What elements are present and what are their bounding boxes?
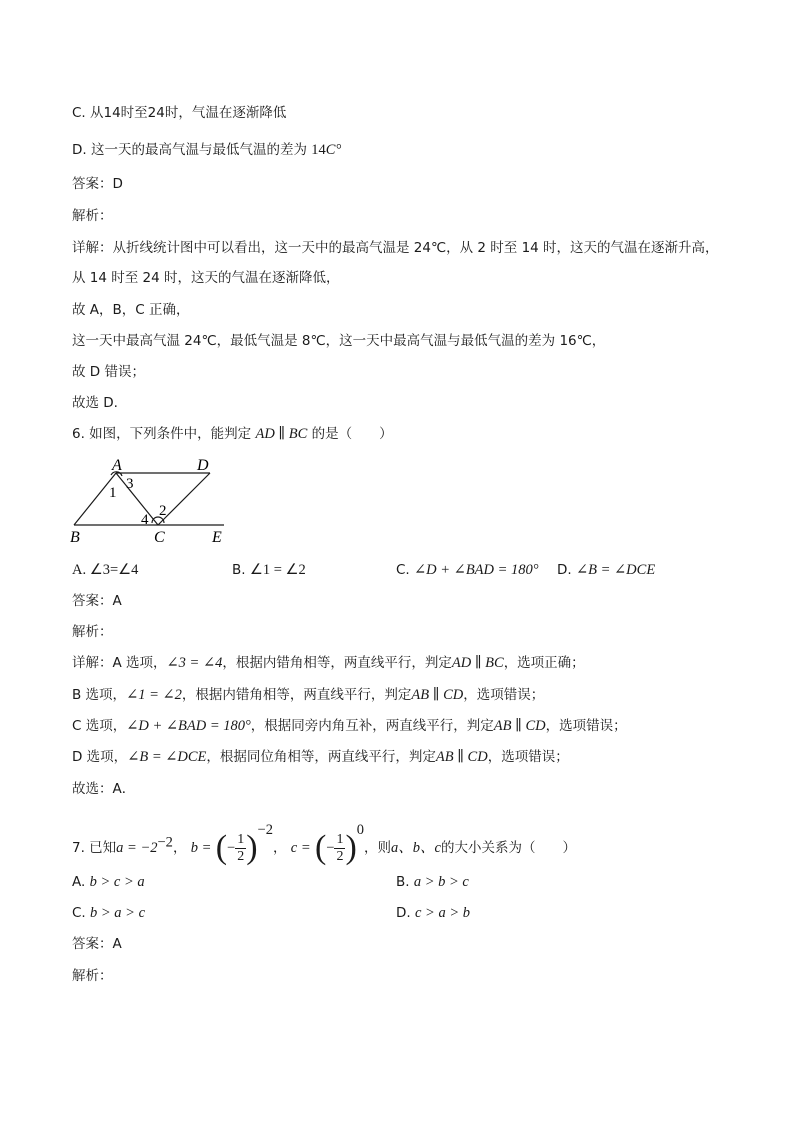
- q5-detail-line-2: 从 14 时至 24 时，这天的气温在逐渐降低，: [72, 270, 340, 286]
- q7-answer: 答案：A: [72, 936, 122, 952]
- q7-analysis-label: 解析：: [72, 968, 113, 984]
- q6-stem: 6. 如图，下列条件中，能判定 AD ∥ BC 的是（ ）: [72, 426, 393, 442]
- q5-choose: 故选 D.: [72, 395, 118, 411]
- label-b: B: [70, 529, 80, 546]
- q7-option-a: A. b > c > a: [72, 874, 145, 890]
- label-angle-3: 3: [126, 476, 134, 492]
- q5-detail-line-1: 详解：从折线统计图中可以看出，这一天中的最高气温是 24℃，从 2 时至 14 时，这天的气温在逐渐升高，: [72, 240, 719, 256]
- q5-answer: 答案：D: [72, 176, 123, 192]
- label-e: E: [212, 529, 222, 546]
- q5-option-c: C. 从14时至24时，气温在逐渐降低: [72, 105, 287, 121]
- q5-option-d: D. 这一天的最高气温与最低气温的差为 14C°: [72, 142, 342, 158]
- q6-analysis-label: 解析：: [72, 624, 113, 640]
- q6-detail-d: D 选项，∠B = ∠DCE，根据同位角相等，两直线平行，判定AB ∥ CD，选项错误；: [72, 749, 569, 765]
- q6-geometry-figure: [66, 453, 236, 547]
- label-c: C: [154, 529, 165, 546]
- q6-option-a: A. ∠3=∠4: [72, 562, 139, 578]
- label-angle-2: 2: [159, 503, 167, 519]
- label-angle-4: 4: [141, 512, 149, 528]
- q7-option-c: C. b > a > c: [72, 905, 146, 921]
- q5-analysis-label: 解析：: [72, 208, 113, 224]
- q5-detail-line-3: 故 A，B，C 正确，: [72, 302, 190, 318]
- q6-option-c: C. ∠D + ∠BAD = 180°: [396, 562, 539, 578]
- label-a: A: [112, 457, 122, 474]
- q6-option-b: B. ∠1 = ∠2: [232, 562, 306, 578]
- q6-answer: 答案：A: [72, 593, 122, 609]
- q7-stem: 7. 已知$a = -2^{-2}$， b = (− $\frac{1}{2}$ )$^{-2}$， c = (− $\frac{1}{2}$ )$^0$，则a、b、c的大小关系为（ ）: [72, 822, 576, 866]
- fraction-b: $\frac{1}{2}$: [237, 831, 245, 864]
- q6-detail-a: 详解：A 选项，∠3 = ∠4，根据内错角相等，两直线平行，判定AD ∥ BC，选项正确；: [72, 655, 585, 671]
- q5-detail-line-4: 这一天中最高气温 24℃，最低气温是 8℃，这一天中最高气温与最低气温的差为 16℃，: [72, 333, 606, 349]
- fraction-c: $\frac{1}{2}$: [336, 831, 344, 864]
- label-angle-1: 1: [109, 485, 117, 501]
- q6-detail-c: C 选项，∠D + ∠BAD = 180°，根据同旁内角互补，两直线平行，判定AB ∥ CD，选项错误；: [72, 718, 627, 734]
- q7-option-b: B. a > b > c: [396, 874, 469, 890]
- q6-option-d: D. ∠B = ∠DCE: [557, 562, 656, 578]
- q5-detail-line-5: 故 D 错误；: [72, 364, 145, 380]
- line-ac: [116, 473, 158, 525]
- q7-option-d: D. c > a > b: [396, 905, 470, 921]
- q6-choose: 故选：A．: [72, 781, 136, 797]
- q6-detail-b: B 选项，∠1 = ∠2，根据内错角相等，两直线平行，判定AB ∥ CD，选项错误；: [72, 687, 545, 703]
- label-d: D: [197, 457, 209, 474]
